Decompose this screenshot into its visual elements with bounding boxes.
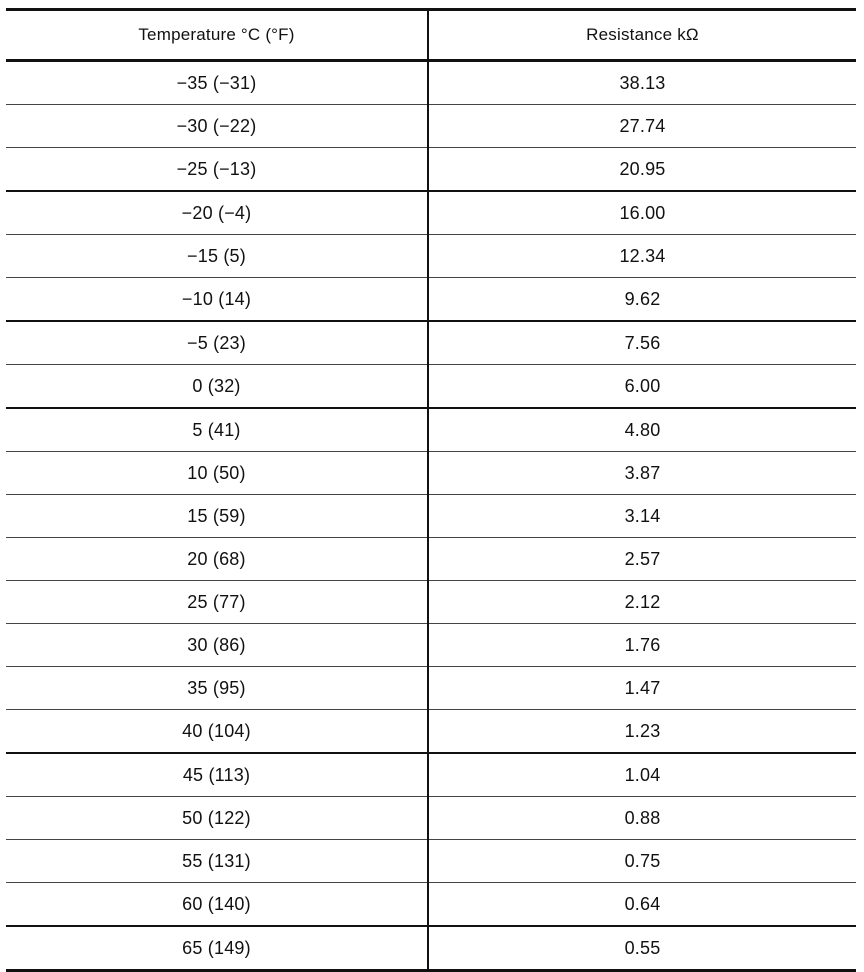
cell-resistance: 0.88 bbox=[428, 797, 856, 840]
cell-temperature: −10 (14) bbox=[6, 278, 428, 322]
table-row bbox=[6, 452, 856, 495]
cell-resistance: 2.12 bbox=[428, 581, 856, 624]
table-row bbox=[6, 538, 856, 581]
table-row bbox=[6, 61, 856, 105]
temperature-resistance-table bbox=[6, 8, 856, 972]
cell-temperature: 35 (95) bbox=[6, 667, 428, 710]
cell-resistance: 1.04 bbox=[428, 753, 856, 797]
cell-resistance: 1.47 bbox=[428, 667, 856, 710]
table-row bbox=[6, 148, 856, 192]
table-row bbox=[6, 667, 856, 710]
cell-temperature: 40 (104) bbox=[6, 710, 428, 754]
cell-temperature: −5 (23) bbox=[6, 321, 428, 365]
cell-resistance: 12.34 bbox=[428, 235, 856, 278]
cell-temperature: 30 (86) bbox=[6, 624, 428, 667]
cell-resistance: 0.75 bbox=[428, 840, 856, 883]
cell-resistance: 6.00 bbox=[428, 365, 856, 409]
cell-resistance: 2.57 bbox=[428, 538, 856, 581]
cell-resistance: 1.23 bbox=[428, 710, 856, 754]
table-row bbox=[6, 365, 856, 409]
cell-temperature: 45 (113) bbox=[6, 753, 428, 797]
table-row bbox=[6, 408, 856, 452]
cell-temperature: −20 (−4) bbox=[6, 191, 428, 235]
table-row bbox=[6, 840, 856, 883]
cell-temperature: −35 (−31) bbox=[6, 61, 428, 105]
table-row bbox=[6, 710, 856, 754]
cell-resistance: 0.55 bbox=[428, 926, 856, 971]
cell-temperature: 0 (32) bbox=[6, 365, 428, 409]
table-row bbox=[6, 278, 856, 322]
table-row bbox=[6, 926, 856, 971]
cell-temperature: −25 (−13) bbox=[6, 148, 428, 192]
cell-resistance: 20.95 bbox=[428, 148, 856, 192]
header-temperature: Temperature °C (°F) bbox=[6, 10, 428, 61]
header-row bbox=[6, 10, 856, 61]
cell-temperature: 25 (77) bbox=[6, 581, 428, 624]
cell-resistance: 9.62 bbox=[428, 278, 856, 322]
cell-temperature: 60 (140) bbox=[6, 883, 428, 927]
table-body bbox=[6, 61, 856, 971]
table-row bbox=[6, 753, 856, 797]
cell-temperature: 55 (131) bbox=[6, 840, 428, 883]
cell-resistance: 38.13 bbox=[428, 61, 856, 105]
cell-resistance: 3.14 bbox=[428, 495, 856, 538]
cell-temperature: 50 (122) bbox=[6, 797, 428, 840]
cell-temperature: 10 (50) bbox=[6, 452, 428, 495]
table-row bbox=[6, 624, 856, 667]
cell-resistance: 4.80 bbox=[428, 408, 856, 452]
cell-temperature: 65 (149) bbox=[6, 926, 428, 971]
cell-resistance: 1.76 bbox=[428, 624, 856, 667]
cell-resistance: 16.00 bbox=[428, 191, 856, 235]
cell-resistance: 3.87 bbox=[428, 452, 856, 495]
table-header bbox=[6, 10, 856, 61]
cell-temperature: −15 (5) bbox=[6, 235, 428, 278]
table-row bbox=[6, 321, 856, 365]
cell-temperature: −30 (−22) bbox=[6, 105, 428, 148]
cell-resistance: 7.56 bbox=[428, 321, 856, 365]
table-row bbox=[6, 235, 856, 278]
table-row bbox=[6, 883, 856, 927]
cell-temperature: 5 (41) bbox=[6, 408, 428, 452]
table-row bbox=[6, 105, 856, 148]
cell-temperature: 15 (59) bbox=[6, 495, 428, 538]
table-row bbox=[6, 797, 856, 840]
table-row bbox=[6, 581, 856, 624]
cell-resistance: 0.64 bbox=[428, 883, 856, 927]
cell-temperature: 20 (68) bbox=[6, 538, 428, 581]
header-resistance: Resistance kΩ bbox=[428, 10, 856, 61]
cell-resistance: 27.74 bbox=[428, 105, 856, 148]
table-row bbox=[6, 495, 856, 538]
table-row bbox=[6, 191, 856, 235]
